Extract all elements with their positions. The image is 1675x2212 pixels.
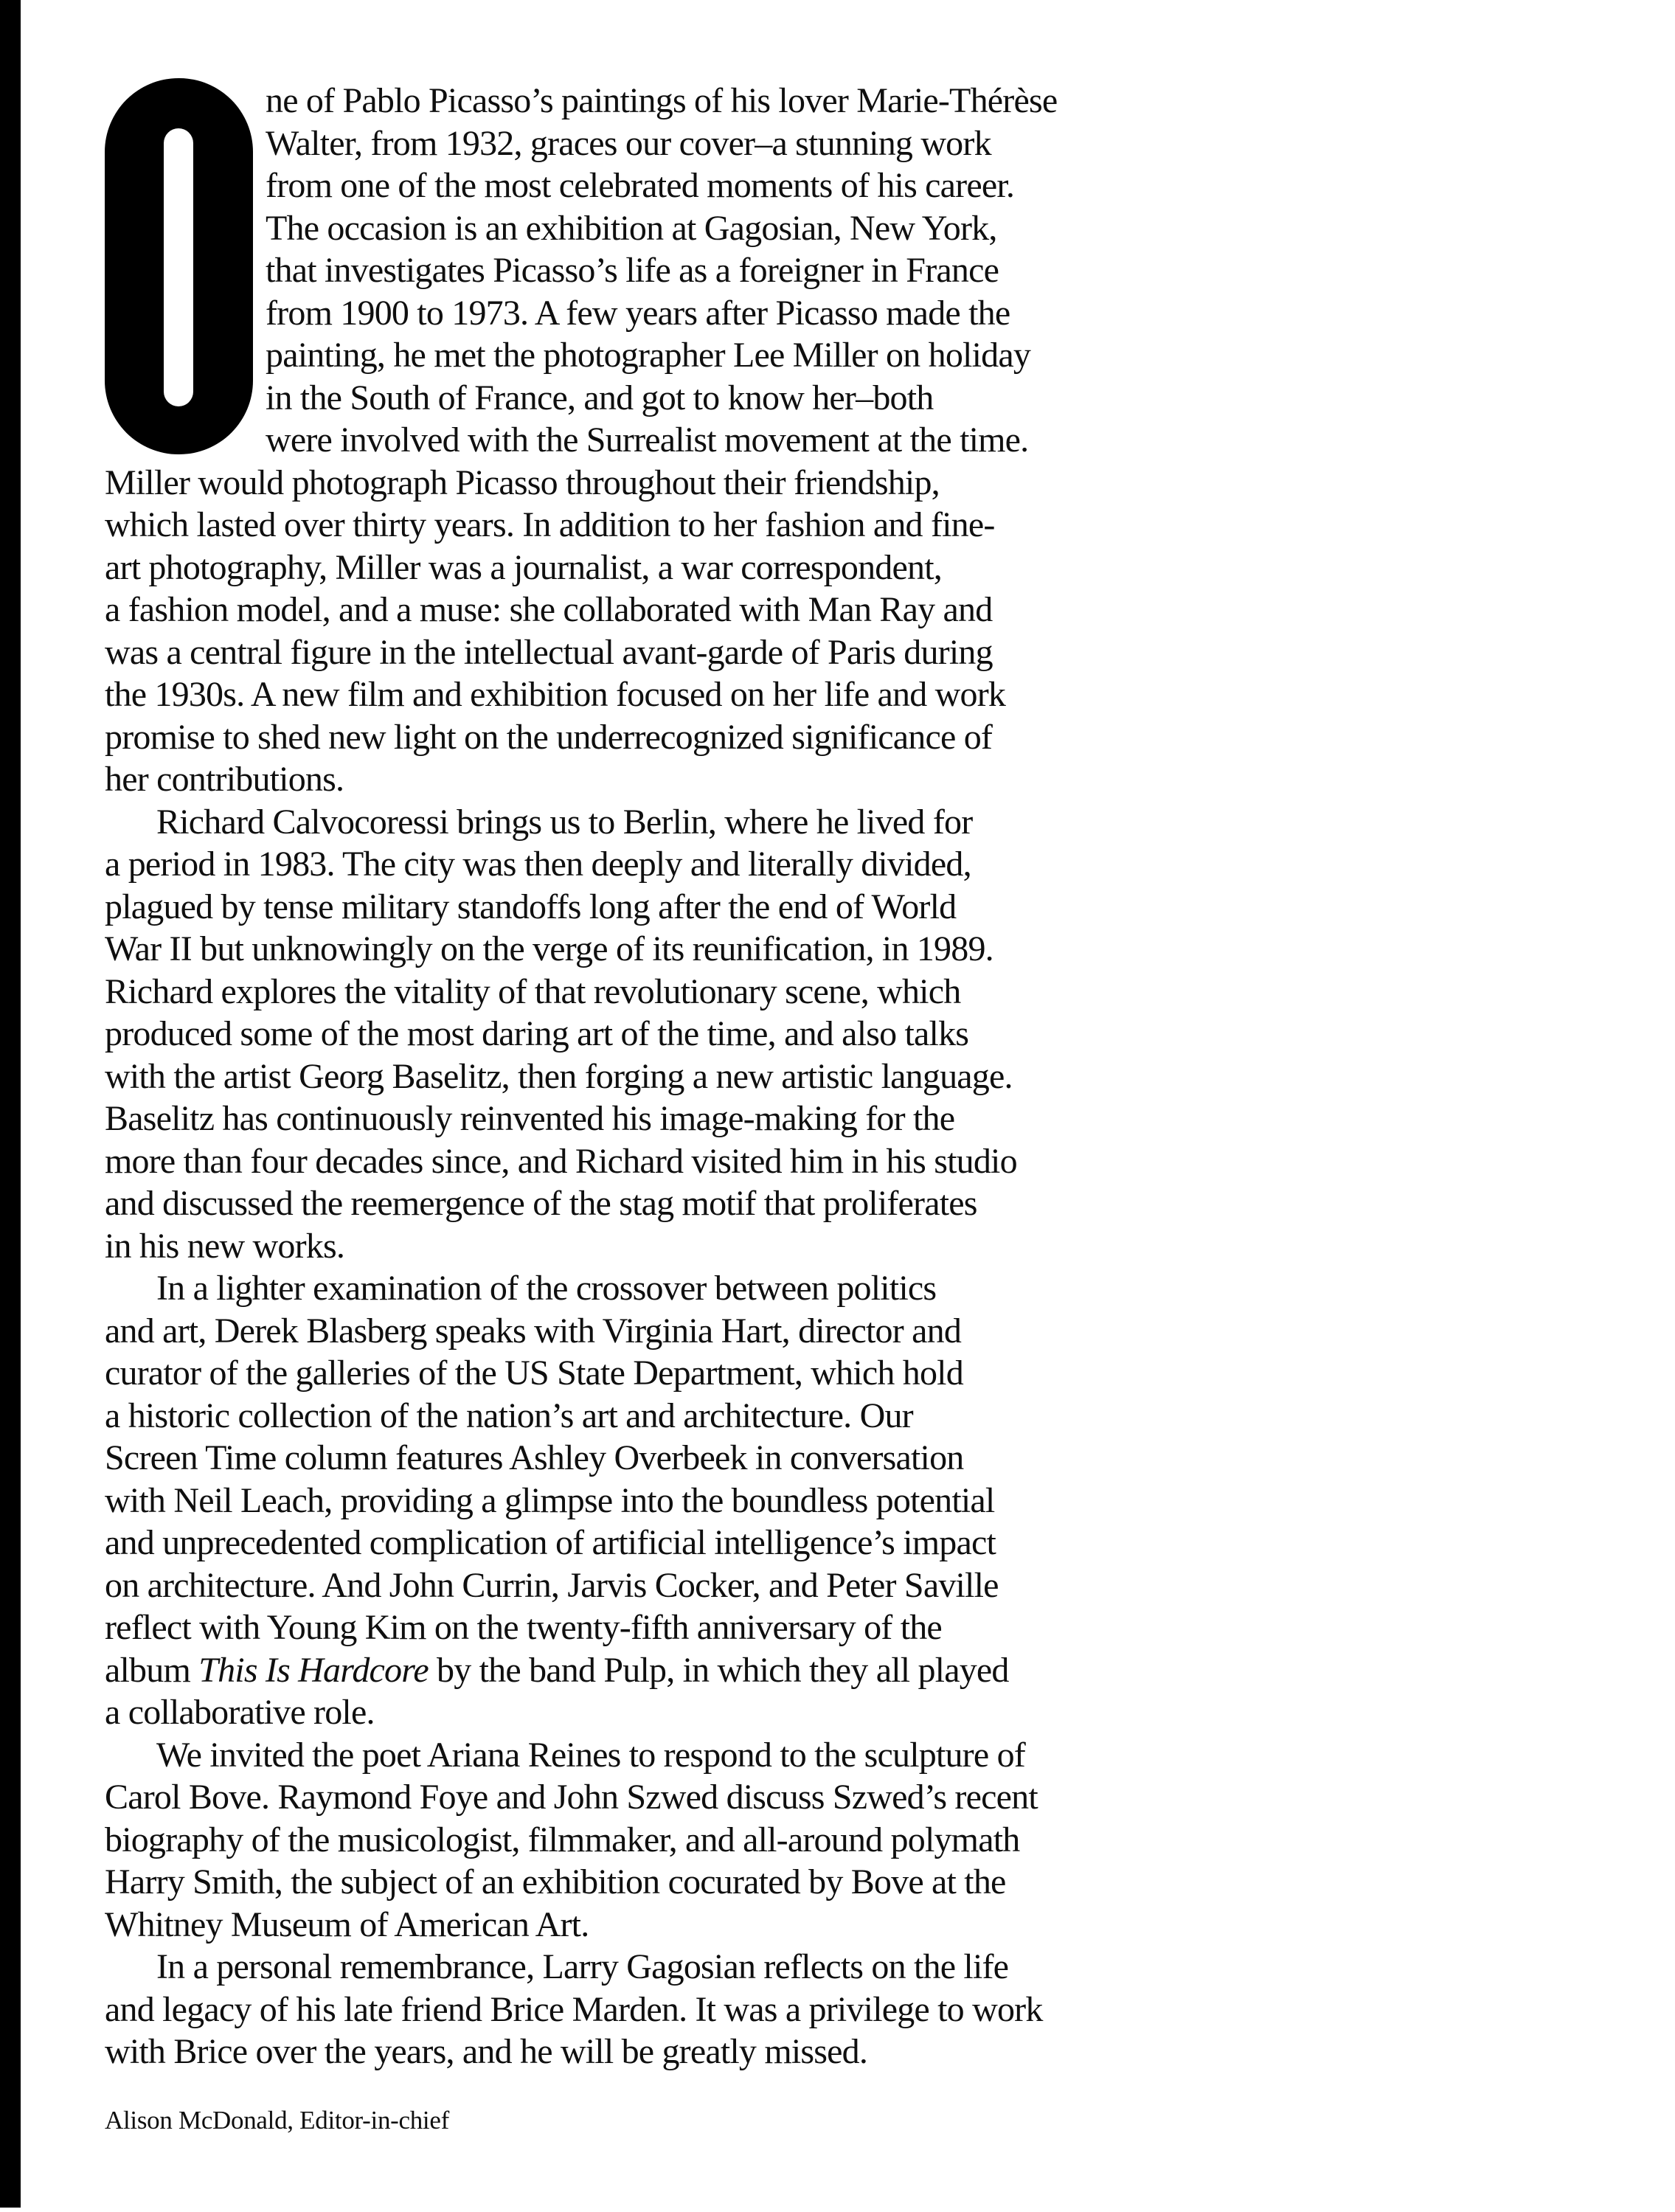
text-line: a fashion model, and a muse: she collaborated with Man Ray and bbox=[105, 590, 993, 629]
text-line: In a lighter examination of the crossover between politics bbox=[156, 1269, 937, 1308]
text-line: Miller would photograph Picasso throughout their friendship, bbox=[105, 462, 940, 502]
text-line: promise to shed new light on the underrecognized significance of bbox=[105, 717, 993, 757]
text-line: from one of the most celebrated moments of his career. bbox=[266, 166, 1015, 205]
text-line: her contributions. bbox=[105, 760, 344, 799]
drop-cap-counter bbox=[164, 128, 193, 406]
text-line: produced some of the most daring art of the time, and also talks bbox=[105, 1014, 969, 1053]
opening-paragraph bbox=[266, 80, 1089, 462]
paragraph-5 bbox=[105, 1946, 1089, 2073]
left-edge-bar bbox=[0, 0, 21, 2208]
text-line: Richard explores the vitality of that revolutionary scene, which bbox=[105, 971, 961, 1011]
paragraph-2 bbox=[105, 801, 1089, 1268]
paragraph-1-continuation bbox=[105, 462, 1089, 801]
text-line: War II but unknowingly on the verge of its reunification, in 1989. bbox=[105, 929, 993, 968]
text-line: with Brice over the years, and he will be greatly missed. bbox=[105, 2032, 868, 2071]
drop-cap bbox=[105, 78, 253, 454]
editor-letter bbox=[105, 80, 1089, 2135]
text-line: a collaborative role. bbox=[105, 1693, 375, 1732]
text-line: more than four decades since, and Richard visited him in his studio bbox=[105, 1141, 1017, 1181]
text-line: Carol Bove. Raymond Foye and John Szwed discuss Szwed’s recent bbox=[105, 1778, 1038, 1817]
text-line: Harry Smith, the subject of an exhibition cocurated by Bove at the bbox=[105, 1862, 1006, 1901]
text-line: art photography, Miller was a journalist, a war correspondent, bbox=[105, 547, 942, 587]
text-line: was a central figure in the intellectual avant-garde of Paris during bbox=[105, 632, 993, 672]
text-line: The occasion is an exhibition at Gagosian, New York, bbox=[266, 208, 997, 248]
text-line: and unprecedented complication of artificial intelligence’s impact bbox=[105, 1523, 996, 1562]
text-line: on architecture. And John Currin, Jarvis Cocker, and Peter Saville bbox=[105, 1565, 999, 1605]
text-line: were involved with the Surrealist movement at the time. bbox=[266, 420, 1029, 460]
opening-section bbox=[105, 80, 1089, 462]
text-line: Walter, from 1932, graces our cover–a stunning work bbox=[266, 123, 991, 163]
text-line: the 1930s. A new film and exhibition focused on her life and work bbox=[105, 675, 1006, 714]
text-line: plagued by tense military standoffs long after the end of World bbox=[105, 887, 957, 926]
text-line: Baselitz has continuously reinvented his image-making for the bbox=[105, 1099, 955, 1138]
text-line: reflect with Young Kim on the twenty-fifth anniversary of the bbox=[105, 1608, 942, 1647]
text-line: In a personal remembrance, Larry Gagosian reflects on the life bbox=[156, 1947, 1009, 1986]
text-line: ne of Pablo Picasso’s paintings of his lover Marie-Thérèse bbox=[266, 81, 1058, 120]
text-line: biography of the musicologist, filmmaker, and all-around polymath bbox=[105, 1820, 1020, 1859]
text-line: and legacy of his late friend Brice Marden. It was a privilege to work bbox=[105, 1989, 1043, 2029]
text-line: album This Is Hardcore by the band Pulp, in which they all played bbox=[105, 1650, 1009, 1690]
text-line: Richard Calvocoressi brings us to Berlin, where he lived for bbox=[156, 802, 973, 842]
text-line: from 1900 to 1973. A few years after Picasso made the bbox=[266, 293, 1010, 333]
text-line: Whitney Museum of American Art. bbox=[105, 1904, 589, 1944]
text-line: a historic collection of the nation’s art and architecture. Our bbox=[105, 1395, 913, 1435]
text-line: painting, he met the photographer Lee Miller on holiday bbox=[266, 336, 1031, 375]
text-line: Screen Time column features Ashley Overbeek in conversation bbox=[105, 1438, 964, 1477]
text-line: which lasted over thirty years. In addition to her fashion and fine- bbox=[105, 505, 995, 544]
text-line: that investigates Picasso’s life as a foreigner in France bbox=[266, 251, 999, 290]
text-line: and discussed the reemergence of the stag motif that proliferates bbox=[105, 1184, 977, 1223]
signoff: Alison McDonald, Editor-in-chief bbox=[105, 2105, 449, 2135]
paragraph-4 bbox=[105, 1734, 1089, 1946]
text-line: with the artist Georg Baselitz, then forging a new artistic language. bbox=[105, 1056, 1013, 1096]
text-line: in the South of France, and got to know her–both bbox=[266, 378, 934, 417]
text-line: a period in 1983. The city was then deeply and literally divided, bbox=[105, 845, 971, 884]
text-line: and art, Derek Blasberg speaks with Virginia Hart, director and bbox=[105, 1311, 962, 1351]
text-line: in his new works. bbox=[105, 1226, 345, 1266]
paragraph-3 bbox=[105, 1267, 1089, 1734]
text-line: with Neil Leach, providing a glimpse into the boundless potential bbox=[105, 1480, 995, 1520]
text-line: curator of the galleries of the US State Department, which hold bbox=[105, 1353, 963, 1393]
text-line: We invited the poet Ariana Reines to respond to the sculpture of bbox=[156, 1735, 1025, 1775]
